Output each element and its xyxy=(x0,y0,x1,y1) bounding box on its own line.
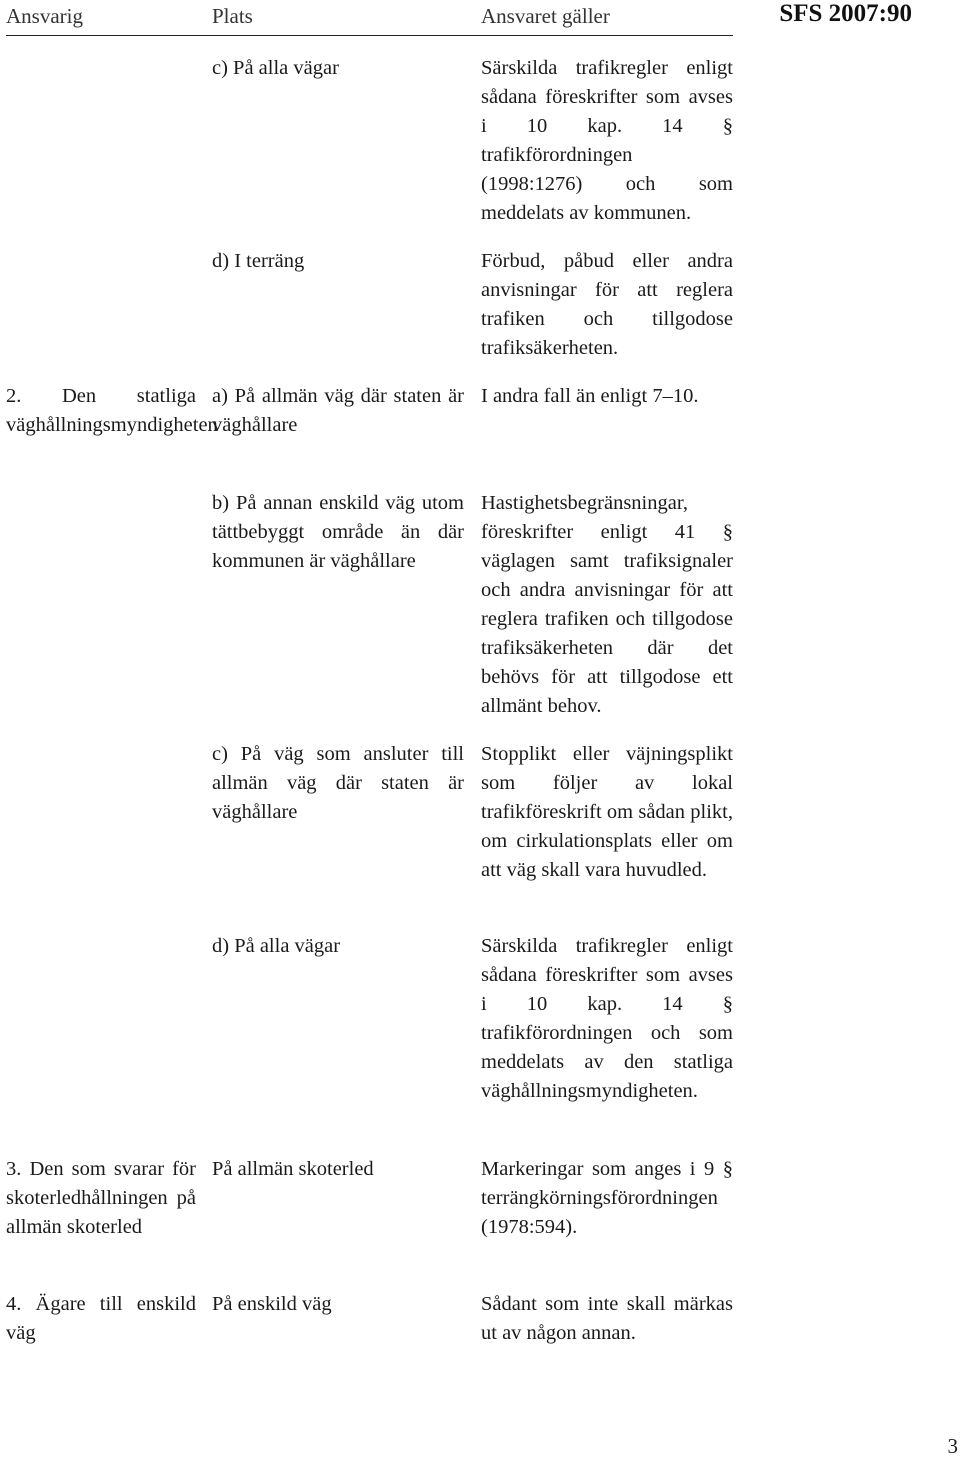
table-row-1-ansvar: Förbud, påbud eller andra anvisningar för att reglera trafiken och tillgodose trafiksäkerheten. xyxy=(481,250,733,359)
header-plats: Plats xyxy=(212,4,253,28)
table-row-7-plats: På enskild väg xyxy=(212,1293,332,1315)
table-row-6-ansvarig: 3. Den som svarar för skoterledhållningen på allmän skoterled xyxy=(6,1158,196,1238)
header-divider xyxy=(6,35,733,36)
page-number: 3 xyxy=(947,1434,958,1458)
table-row-4-ansvar: Stopplikt eller väjningsplikt som följer av lokal trafikföreskrift om sådan plikt, om cirkulationsplats eller om att väg skall vara huvudled. xyxy=(481,743,733,881)
table-row-6-ansvar: Markeringar som anges i 9 § terrängkörningsförordningen (1978:594). xyxy=(481,1158,733,1238)
header-ansvarig: Ansvarig xyxy=(6,4,83,28)
table-row-3-plats: b) På annan enskild väg utom tättbebyggt område än där kommunen är väghållare xyxy=(212,492,464,572)
table-row-7-ansvarig: 4. Ägare till enskild väg xyxy=(6,1293,196,1344)
table-row-2-plats: a) På allmän väg där staten är väghållare xyxy=(212,385,464,436)
table-row-5-plats: d) På alla vägar xyxy=(212,935,341,957)
header-ansvaret-galler: Ansvaret gäller xyxy=(481,4,610,28)
table-row-6-plats: På allmän skoterled xyxy=(212,1158,374,1180)
table-row-4-plats: c) På väg som ansluter till allmän väg där staten är väghållare xyxy=(212,743,464,823)
table-row-0-ansvar: Särskilda trafikregler enligt sådana föreskrifter som avses i 10 kap. 14 § trafikförordningen (1998:1276) och som meddelats av kommunen. xyxy=(481,57,733,224)
table-row-7-ansvar: Sådant som inte skall märkas ut av någon annan. xyxy=(481,1293,733,1344)
table-row-1-plats: d) I terräng xyxy=(212,250,305,272)
table-row-2-ansvar: I andra fall än enligt 7–10. xyxy=(481,385,699,407)
sfs-number: SFS 2007:90 xyxy=(779,0,912,27)
table-row-5-ansvar: Särskilda trafikregler enligt sådana föreskrifter som avses i 10 kap. 14 § trafikförordningen och som meddelats av den statliga väghållningsmyndigheten. xyxy=(481,935,733,1102)
table-row-2-ansvarig: 2. Den statliga väghållningsmyndigheten xyxy=(6,385,218,436)
table-row-0-plats: c) På alla vägar xyxy=(212,57,339,79)
table-row-3-ansvar: Hastighetsbegränsningar, föreskrifter enligt 41 § väglagen samt trafiksignaler och andra anvisningar för att reglera trafiken och tillgodose trafiksäkerheten där det behövs för att tillgodose ett allmänt behov. xyxy=(481,492,733,717)
